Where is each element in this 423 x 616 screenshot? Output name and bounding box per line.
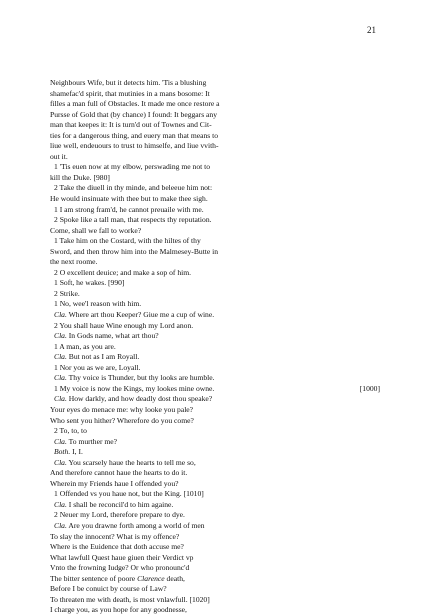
text-line [50, 553, 380, 564]
text-line [50, 247, 380, 258]
line-text: He would insinuate with thee but to make thee sigh. [50, 194, 208, 204]
line-text: Come, shall we fall to worke? [50, 225, 142, 235]
line-text: Sword, and then throw him into the Malmesey-Butte in [50, 246, 219, 256]
line-text: To slay the innocent? What is my offence? [50, 531, 180, 541]
line-text: 1 My voice is now the Kings, my lookes mine owne. [54, 383, 215, 393]
text-line [50, 89, 380, 100]
text-line [50, 236, 380, 247]
line-text: filles a man full of Obstacles. It made me once restore a [50, 99, 220, 109]
line-text: 1 No, wee'l reason with him. [54, 299, 142, 309]
text-line [50, 563, 380, 574]
line-text: 1 Offended vs you haue not, but the King. [1010] [54, 489, 204, 499]
line-text: 1 Take him on the Costard, with the hiltes of thy [54, 236, 201, 246]
text-line [50, 532, 380, 543]
line-text: man that keepes it: It is turn'd out of Townes and Cit- [50, 120, 212, 130]
text-line [50, 183, 380, 194]
line-text: out it. [50, 151, 68, 161]
text-line [50, 373, 380, 384]
line-text: 2 Neuer my Lord, therefore prepare to dye. [54, 510, 185, 520]
line-number: [1000] [359, 383, 380, 393]
text-line [50, 331, 380, 342]
text-line [50, 120, 380, 131]
line-text: ties for a dangerous thing, and euery man that means to [50, 130, 219, 140]
text-line [50, 489, 380, 500]
text-line [50, 173, 380, 184]
text-line [50, 268, 380, 279]
line-text: I charge you, as you hope for any goodnesse, [50, 605, 187, 615]
line-text: Are you drawne forth among a world of men [66, 520, 205, 530]
text-line [50, 310, 380, 321]
text-line [50, 278, 380, 289]
text-line [50, 521, 380, 532]
line-text: 1 A man, as you are. [54, 341, 116, 351]
text-line [50, 215, 380, 226]
text-line [50, 78, 380, 89]
line-text: Where is the Euidence that doth accuse me? [50, 542, 184, 552]
speaker-label: Cla. [54, 373, 67, 383]
line-text: Wherein my Friends haue I offended you? [50, 478, 179, 488]
speaker-label: Cla. [54, 457, 67, 467]
line-text: The bitter sentence of poore [50, 573, 138, 583]
speaker-label: Cla. [54, 499, 67, 509]
page-number: 21 [367, 25, 376, 35]
text-line [50, 342, 380, 353]
text-line [50, 584, 380, 595]
text-line [50, 99, 380, 110]
line-text: liue well, endeuours to trust to himselfe, and liue vvith- [50, 141, 219, 151]
line-text: I, I. [70, 447, 83, 457]
text-line [50, 141, 380, 152]
line-text: Neighbours Wife, but it detects him. 'Tis a blushing [50, 78, 207, 87]
text-line [50, 363, 380, 374]
line-text: You scarsely haue the hearts to tell me so, [66, 457, 196, 467]
text-line [50, 416, 380, 427]
text-line [50, 299, 380, 310]
line-text: 1 I am strong fram'd, he cannot preuaile with me. [54, 204, 204, 214]
text-line [50, 257, 380, 268]
line-text: shamefac'd spirit, that mutinies in a mans bosome: It [50, 88, 210, 98]
line-text: To threaten me with death, is most vnlawfull. [1020] [50, 594, 210, 604]
line-text: And therefore cannot haue the hearts to do it. [50, 468, 188, 478]
text-line [50, 426, 380, 437]
speaker-label: Cla. [54, 520, 67, 530]
speaker-label: Both. [54, 447, 71, 457]
text-line [50, 447, 380, 458]
text-line [50, 289, 380, 300]
line-text: 2 Spoke like a tall man, that respects thy reputation. [54, 215, 212, 225]
text-line [50, 226, 380, 237]
line-text: I shall be reconcil'd to him againe. [66, 499, 174, 509]
text-line [50, 405, 380, 416]
line-text: But not as I am Royall. [66, 352, 140, 362]
line-text: How darkly, and how deadly dost thou speake? [66, 394, 213, 404]
line-text-continued: death, [164, 573, 185, 583]
speaker-label: Cla. [54, 331, 67, 341]
speaker-label: Cla. [54, 310, 67, 320]
line-text: To murther me? [66, 436, 118, 446]
line-text: 2 You shall haue Wine enough my Lord anon. [54, 320, 194, 330]
speaker-label: Cla. [54, 394, 67, 404]
speaker-label: Cla. [54, 352, 67, 362]
line-text: Who sent you hither? Wherefore do you come? [50, 415, 194, 425]
line-text: the next roome. [50, 257, 98, 267]
line-text: 2 Take the diuell in thy minde, and beleeue him not: [54, 183, 213, 193]
speaker-label: Cla. [54, 436, 67, 446]
text-line [50, 394, 380, 405]
text-line [50, 500, 380, 511]
play-text-body [50, 78, 380, 616]
line-text: Pursse of Gold that (by chance) I found: It beggars any [50, 109, 218, 119]
text-line [50, 574, 380, 585]
line-text: 2 O excellent deuice; and make a sop of him. [54, 267, 192, 277]
text-line [50, 352, 380, 363]
text-line [50, 162, 380, 173]
line-text: Before I be conuict by course of Law? [50, 584, 167, 594]
text-line [50, 131, 380, 142]
text-line [50, 437, 380, 448]
line-text: Vnto the frowning Iudge? Or who pronounc'd [50, 563, 190, 573]
text-line [50, 458, 380, 469]
line-text: Thy voice is Thunder, but thy looks are humble. [66, 373, 215, 383]
line-text: 1 'Tis euen now at my elbow, perswading me not to [54, 162, 211, 172]
text-line [50, 205, 380, 216]
line-text: 1 Nor you as we are, Loyall. [54, 362, 141, 372]
text-line [50, 152, 380, 163]
text-line [50, 110, 380, 121]
text-line [50, 479, 380, 490]
text-line [50, 468, 380, 479]
line-text: Where art thou Keeper? Giue me a cup of wine. [66, 310, 215, 320]
text-line [50, 384, 380, 395]
line-text: kill the Duke. [980] [50, 172, 110, 182]
text-line [50, 321, 380, 332]
line-text: What lawfull Quest haue giuen their Verdict vp [50, 552, 194, 562]
text-line [50, 194, 380, 205]
line-text: Your eyes do menace me: why looke you pale? [50, 404, 194, 414]
line-text: 1 Soft, he wakes. [990] [54, 278, 125, 288]
line-text: In Gods name, what art thou? [66, 331, 159, 341]
text-line [50, 542, 380, 553]
line-text: 2 To, to, to [54, 426, 87, 436]
text-line [50, 595, 380, 606]
text-line [50, 510, 380, 521]
text-line [50, 605, 380, 616]
italic-name: Clarence [137, 573, 165, 583]
line-text: 2 Strike. [54, 288, 80, 298]
